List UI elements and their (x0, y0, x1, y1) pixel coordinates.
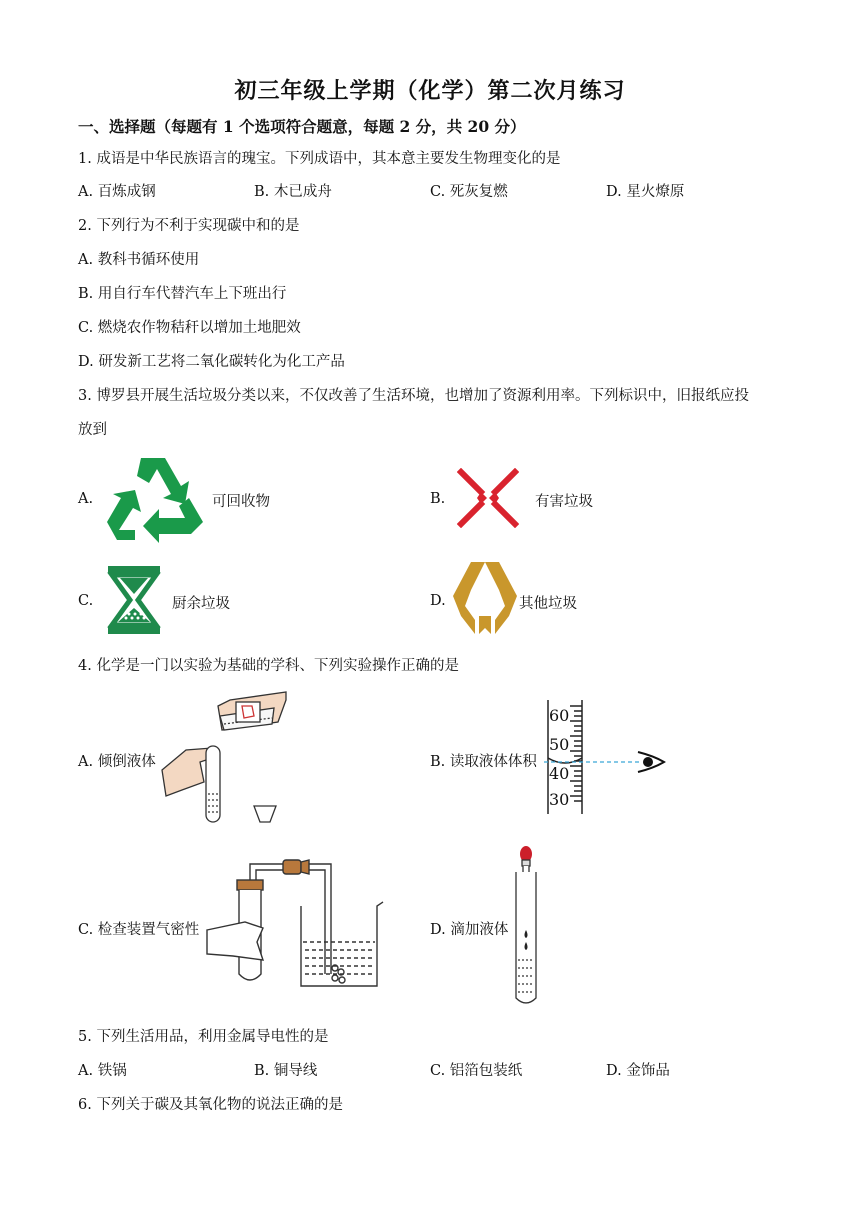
question-3-stem-cont: 放到 (78, 422, 107, 438)
q5-option-d[interactable]: D. 金饰品 (606, 1063, 670, 1079)
q5-option-c[interactable]: C. 铝箔包装纸 (430, 1063, 523, 1079)
q4-option-d[interactable]: D. 滴加液体 (430, 922, 509, 938)
hazard-icon (457, 468, 519, 528)
q3-option-d-label: 其他垃圾 (519, 596, 577, 612)
page-title: 初三年级上学期（化学）第二次月练习 (234, 78, 626, 104)
recycle-icon (103, 452, 207, 544)
q4-option-a[interactable]: A. 倾倒液体 (78, 754, 156, 770)
cylinder-tick-60: 60 (549, 706, 570, 725)
food-waste-icon (106, 564, 162, 636)
q2-option-d[interactable]: D. 研发新工艺将二氧化碳转化为化工产品 (78, 354, 345, 370)
q3-option-c-letter[interactable]: C. (78, 593, 94, 609)
q2-option-b[interactable]: B. 用自行车代替汽车上下班出行 (78, 286, 287, 302)
q1-option-b[interactable]: B. 木已成舟 (254, 184, 332, 200)
q3-option-a-label: 可回收物 (212, 494, 270, 510)
question-5-stem: 5. 下列生活用品，利用金属导电性的是 (78, 1029, 329, 1045)
q4-option-c[interactable]: C. 检查装置气密性 (78, 922, 200, 938)
pour-liquid-illustration (160, 686, 290, 828)
question-2-stem: 2. 下列行为不利于实现碳中和的是 (78, 218, 300, 234)
q1-option-a[interactable]: A. 百炼成钢 (78, 184, 156, 200)
q3-option-b-label: 有害垃圾 (535, 494, 593, 510)
q1-option-d[interactable]: D. 星火燎原 (606, 184, 685, 200)
dropper-illustration (510, 846, 544, 1006)
cylinder-tick-40: 40 (549, 764, 570, 783)
cylinder-tick-50: 50 (549, 735, 570, 754)
question-1-stem: 1. 成语是中华民族语言的瑰宝。下列成语中，其本意主要发生物理变化的是 (78, 151, 561, 167)
section-heading: 一、选择题（每题有 1 个选项符合题意，每题 2 分，共 20 分） (78, 117, 526, 136)
question-6-stem: 6. 下列关于碳及其氧化物的说法正确的是 (78, 1097, 343, 1113)
other-waste-icon (451, 560, 519, 636)
airtightness-apparatus (205, 856, 385, 992)
q2-option-a[interactable]: A. 教科书循环使用 (78, 252, 200, 268)
q4-option-b[interactable]: B. 读取液体体积 (430, 754, 537, 770)
q3-option-b-letter[interactable]: B. (430, 491, 446, 507)
q1-option-c[interactable]: C. 死灰复燃 (430, 184, 508, 200)
q3-option-a-letter[interactable]: A. (78, 491, 94, 507)
q3-option-d-letter[interactable]: D. (430, 593, 446, 609)
q2-option-c[interactable]: C. 燃烧农作物秸秆以增加土地肥效 (78, 320, 301, 336)
cylinder-tick-30: 30 (549, 790, 570, 809)
question-3-stem: 3. 博罗县开展生活垃圾分类以来，不仅改善了生活环境，也增加了资源利用率。下列标识中，旧报纸应投 (78, 388, 749, 404)
q3-option-c-label: 厨余垃圾 (172, 596, 230, 612)
q5-option-b[interactable]: B. 铜导线 (254, 1063, 318, 1079)
q5-option-a[interactable]: A. 铁锅 (78, 1063, 127, 1079)
question-4-stem: 4. 化学是一门以实验为基础的学科、下列实验操作正确的是 (78, 658, 459, 674)
